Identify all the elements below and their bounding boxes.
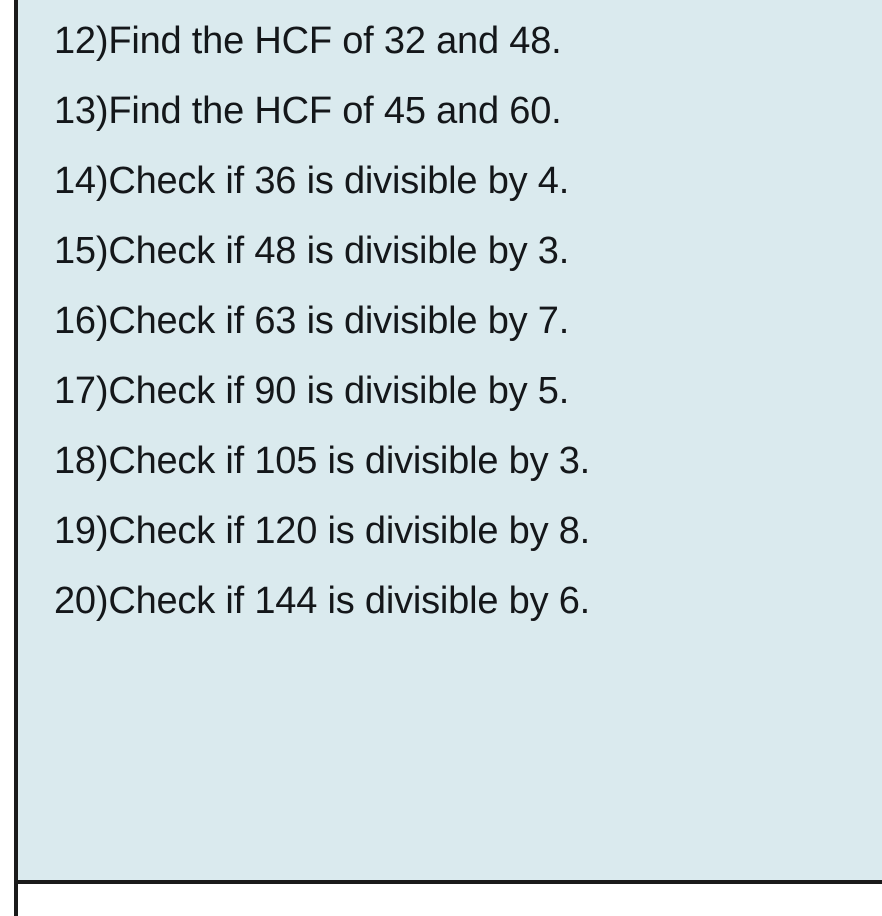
table-bottom-border bbox=[14, 880, 882, 884]
question-panel bbox=[14, 0, 882, 882]
list-item: 12)Find the HCF of 32 and 48. bbox=[54, 20, 562, 62]
list-item: 20)Check if 144 is divisible by 6. bbox=[54, 580, 591, 622]
list-item: 14)Check if 36 is divisible by 4. bbox=[54, 160, 570, 202]
list-item: 15)Check if 48 is divisible by 3. bbox=[54, 230, 570, 272]
table-left-border-tail bbox=[14, 884, 18, 916]
list-item: 13)Find the HCF of 45 and 60. bbox=[54, 90, 562, 132]
list-item: 19)Check if 120 is divisible by 8. bbox=[54, 510, 591, 552]
list-item: 18)Check if 105 is divisible by 3. bbox=[54, 440, 591, 482]
list-item: 17)Check if 90 is divisible by 5. bbox=[54, 370, 570, 412]
panel-top-stub bbox=[58, 0, 84, 10]
page-bottom-area bbox=[18, 884, 882, 916]
list-item: 16)Check if 63 is divisible by 7. bbox=[54, 300, 570, 342]
question-list bbox=[42, 22, 882, 620]
